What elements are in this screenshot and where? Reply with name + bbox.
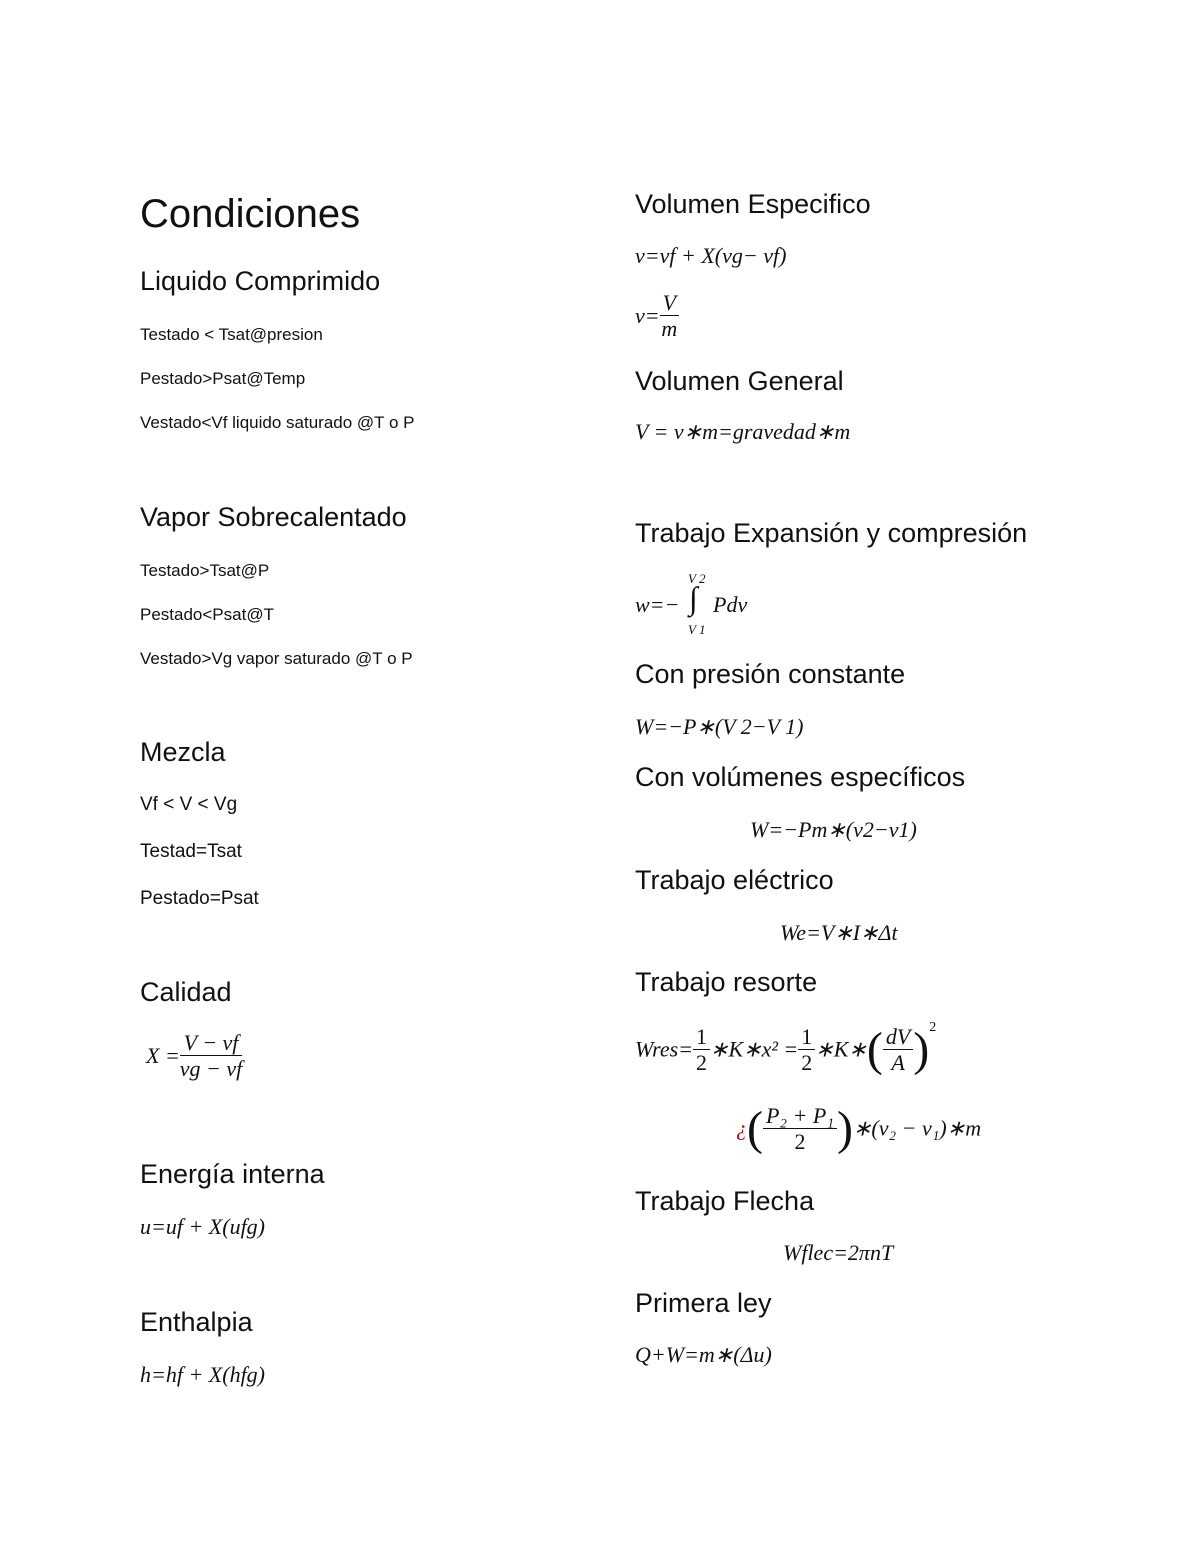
resorte-half-1 [693, 1024, 710, 1076]
volumenes-especificos-formula: W=−Pm∗(v2−v1) [750, 817, 917, 842]
volumen-especifico-fraction [660, 290, 679, 342]
calidad-denominator: vg − vf [179, 1056, 243, 1082]
resorte-red-marker: ¿ [736, 1115, 747, 1141]
trabajo-resorte-formula-1 [635, 1022, 936, 1077]
liquido-line-1: Testado < Tsat@presion [140, 325, 323, 344]
integral-upper-limit: V 2 [688, 571, 706, 586]
resorte-mid-1: ∗K∗x² = [710, 1036, 799, 1062]
heading-volumenes-especificos: Con volúmenes específicos [635, 762, 966, 792]
resorte-half-2-num: 1 [798, 1024, 815, 1050]
resorte-half-2-den: 2 [801, 1050, 813, 1075]
resorte-left-paren: ( [866, 1023, 883, 1076]
volumen-especifico-formula-1: v=vf + X(vg− vf) [635, 243, 787, 268]
resorte-half-1-den: 2 [696, 1050, 708, 1075]
resorte-mid-2: ∗K∗ [815, 1036, 867, 1062]
heading-volumen-general: Volumen General [635, 366, 844, 396]
resorte-p-fraction [763, 1103, 837, 1155]
heading-primera-ley: Primera ley [635, 1288, 772, 1318]
mezcla-line-2: Testad=Tsat [140, 841, 242, 862]
resorte-dv-den: A [891, 1050, 905, 1075]
calidad-lhs: X = [146, 1042, 180, 1068]
heading-energia-interna: Energía interna [140, 1159, 325, 1189]
volumen-general-formula: V = v∗m=gravedad∗m [635, 419, 851, 444]
calidad-formula [146, 1030, 242, 1082]
heading-liquido-comprimido: Liquido Comprimido [140, 266, 381, 296]
trabajo-resorte-formula-2 [736, 1101, 981, 1156]
heading-presion-constante: Con presión constante [635, 659, 906, 689]
heading-mezcla: Mezcla [140, 737, 226, 767]
resorte-half-1-num: 1 [693, 1024, 710, 1050]
heading-enthalpia: Enthalpia [140, 1307, 253, 1337]
heading-trabajo-expansion: Trabajo Expansión y compresión [635, 518, 1028, 548]
resorte-p-num: P₂ + P₁ [763, 1103, 837, 1129]
liquido-line-3: Vestado<Vf liquido saturado @T o P [140, 413, 415, 432]
resorte-p-right-paren: ) [837, 1102, 853, 1155]
page-title: Condiciones [140, 192, 361, 236]
heading-trabajo-flecha: Trabajo Flecha [635, 1186, 815, 1216]
heading-trabajo-electrico: Trabajo eléctrico [635, 865, 834, 895]
resorte-right-paren: ) [913, 1023, 930, 1076]
presion-constante-formula: W=−P∗(V 2−V 1) [635, 714, 804, 739]
vapor-line-1: Testado>Tsat@P [140, 561, 270, 580]
integral-integrand: Pdv [713, 592, 748, 617]
volumen-especifico-numerator: V [660, 290, 679, 316]
trabajo-electrico-formula: We=V∗I∗Δt [780, 920, 898, 945]
heading-volumen-especifico: Volumen Especifico [635, 189, 871, 219]
volumen-especifico-formula-2 [635, 290, 679, 342]
resorte-p-left-paren: ( [747, 1102, 763, 1155]
liquido-line-2: Pestado>Psat@Temp [140, 369, 306, 388]
resorte-exponent: 2 [929, 1020, 937, 1035]
resorte-p-den: 2 [794, 1129, 806, 1154]
mezcla-line-1: Vf < V < Vg [140, 794, 238, 815]
vapor-line-2: Pestado<Psat@T [140, 605, 274, 624]
resorte-half-2 [798, 1024, 815, 1076]
heading-calidad: Calidad [140, 977, 232, 1007]
primera-ley-formula: Q+W=m∗(Δu) [635, 1342, 772, 1367]
integral-lower-limit: V 1 [688, 622, 706, 637]
integral-sign: ∫ [689, 580, 698, 616]
calidad-fraction [180, 1030, 243, 1082]
mezcla-line-3: Pestado=Psat [140, 888, 259, 909]
vapor-line-3: Vestado>Vg vapor saturado @T o P [140, 649, 413, 668]
heading-vapor-sobrecalentado: Vapor Sobrecalentado [140, 502, 407, 532]
volumen-especifico-lhs: v= [635, 302, 660, 328]
resorte-lhs: Wres= [635, 1036, 694, 1062]
resorte-dv-num: dV [883, 1024, 913, 1050]
calidad-numerator: V − vf [180, 1030, 243, 1056]
enthalpia-formula: h=hf + X(hfg) [140, 1362, 266, 1387]
resorte-dv-fraction [883, 1024, 913, 1076]
volumen-especifico-denominator: m [661, 316, 678, 342]
trabajo-expansion-lhs: w=− [635, 592, 680, 617]
heading-trabajo-resorte: Trabajo resorte [635, 967, 818, 997]
resorte-f2-rest: ∗(v₂ − v₁)∗m [853, 1115, 982, 1141]
energia-formula: u=uf + X(ufg) [140, 1214, 266, 1239]
trabajo-flecha-formula: Wflec=2πnT [783, 1240, 894, 1265]
